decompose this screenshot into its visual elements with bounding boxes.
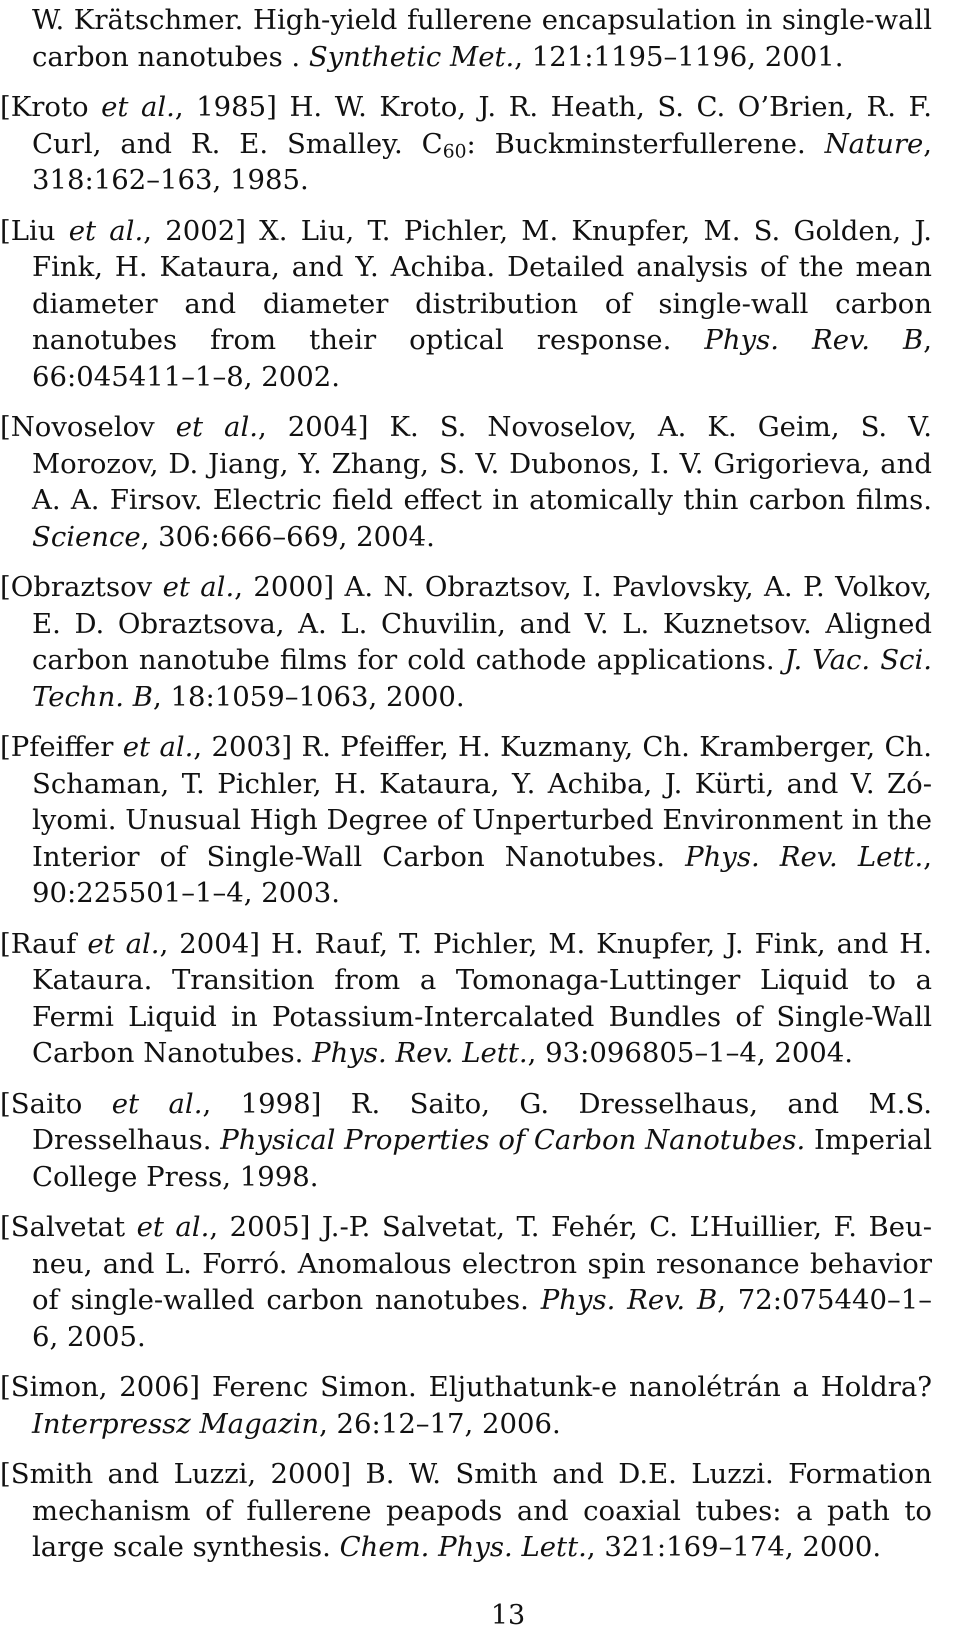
citation-key-year: , 1998] bbox=[202, 1087, 351, 1120]
reference-details: , 72:075440–1–6, 2005. bbox=[32, 1284, 932, 1353]
reference-authors: Ferenc Simon. bbox=[211, 1371, 429, 1403]
reference-details: , 93:096805–1–4, 2004. bbox=[527, 1037, 854, 1069]
citation-key-year: , 2003] bbox=[193, 731, 302, 763]
citation-key-etal: et al. bbox=[101, 91, 175, 123]
reference-journal: Phys. Rev. Lett. bbox=[685, 840, 924, 873]
citation-key: [Salvetat bbox=[0, 1211, 137, 1243]
reference-title: Anomalous electron spin resonance behavior of single-walled carbon nanotubes. bbox=[32, 1247, 932, 1316]
reference-authors: H. W. Kroto, J. R. Heath, S. C. O’Brien, R. F. Curl, and R. E. Smalley. C bbox=[32, 91, 933, 160]
citation-key-year: , 2004] bbox=[257, 411, 390, 443]
reference-entry-salvetat bbox=[0, 1209, 932, 1355]
citation-key: [Obraztsov bbox=[0, 571, 163, 603]
reference-details: , 318:162–163, 1985. bbox=[32, 127, 932, 196]
reference-entry-smith bbox=[0, 1456, 932, 1566]
reference-title: Formation mechanism of fullerene peapods and coaxial tubes: a path to large scale synthesis. bbox=[32, 1458, 932, 1563]
reference-entry-liu bbox=[0, 213, 932, 396]
reference-title: Unusual High Degree of Unperturbed Environment in the Interior of Single-Wall Carbon Nanotubes. bbox=[32, 804, 932, 873]
reference-journal: Science bbox=[32, 520, 141, 553]
reference-details: , 26:12–17, 2006. bbox=[319, 1407, 561, 1440]
reference-details: , 66:045411–1–8, 2002. bbox=[32, 324, 933, 393]
reference-authors: X. Liu, T. Pichler, M. Knupfer, M. S. Golden, J. Fink, H. Kataura, and Y. Achiba. bbox=[32, 214, 932, 283]
citation-key-year: , 1985] bbox=[174, 91, 290, 123]
citation-key: [Rauf bbox=[0, 927, 88, 960]
reference-entry-novoselov bbox=[0, 409, 932, 555]
reference-title: Detailed analysis of the mean diameter and diameter distribution of single-wall carbon nanotubes from their optical response. bbox=[32, 251, 932, 356]
reference-journal: Phys. Rev. B bbox=[540, 1284, 718, 1316]
reference-subscript: 60 bbox=[442, 141, 467, 163]
citation-key-etal: et al. bbox=[162, 571, 235, 603]
reference-details: , 306:666–669, 2004. bbox=[140, 520, 435, 553]
reference-entry-pfeiffer bbox=[0, 729, 932, 912]
citation-key: [Novoselov bbox=[0, 411, 176, 443]
page-number: 13 bbox=[490, 1600, 526, 1631]
citation-key: [Simon, 2006] bbox=[0, 1371, 212, 1403]
reference-book-title: Physical Properties of Carbon Nanotubes. bbox=[220, 1124, 806, 1156]
citation-key: [Saito bbox=[0, 1087, 112, 1120]
reference-details: Imperial College Press, 1998. bbox=[32, 1124, 932, 1193]
reference-authors: R. Saito, G. Dresselhaus, and M.S. Dresselhaus. bbox=[32, 1087, 932, 1156]
citation-key-year: , 2004] bbox=[159, 927, 271, 960]
citation-key: [Kroto bbox=[0, 91, 102, 123]
reference-title: : Buckminsterfullerene. bbox=[466, 127, 825, 160]
reference-title: Electric field effect in atomically thin carbon films. bbox=[212, 484, 933, 516]
citation-key-etal: et al. bbox=[68, 214, 144, 247]
reference-entry-obraztsov bbox=[0, 569, 932, 715]
reference-entry-simon bbox=[0, 1369, 932, 1442]
citation-key-etal: et al. bbox=[111, 1087, 203, 1120]
citation-key-etal: et al. bbox=[136, 1211, 210, 1243]
reference-details: , 121:1195–1196, 2001. bbox=[514, 40, 844, 73]
citation-key-year: , 2005] bbox=[209, 1211, 322, 1243]
reference-journal: Phys. Rev. Lett. bbox=[312, 1037, 528, 1069]
reference-authors: J.-P. Salvetat, T. Fehér, C. L’Huillier, F. Beuneu, and L. Forró. bbox=[32, 1211, 932, 1280]
reference-authors: A. N. Obraztsov, I. Pavlovsky, A. P. Volkov, E. D. Obraztsova, A. L. Chuvilin, and V. L. Kuznetsov. bbox=[32, 571, 933, 640]
citation-key-year: , 2000] bbox=[234, 571, 345, 603]
reference-authors: K. S. Novoselov, A. K. Geim, S. V. Morozov, D. Jiang, Y. Zhang, S. V. Dubonos, I. V. Grigorieva, and A. A. Firsov. bbox=[32, 411, 932, 516]
reference-entry-rauf bbox=[0, 926, 932, 1072]
reference-authors: W. Krätschmer. High-yield fullerene encapsulation in single-wall carbon nanotubes . bbox=[32, 4, 932, 73]
reference-details: , 18:1059–1063, 2000. bbox=[153, 680, 465, 713]
reference-journal: Interpressz Magazin bbox=[32, 1407, 320, 1440]
reference-entry-kratschmer bbox=[0, 2, 932, 75]
reference-entry-saito bbox=[0, 1086, 932, 1196]
reference-authors: R. Pfeiffer, H. Kuzmany, Ch. Kramberger, Ch. Schaman, T. Pichler, H. Kataura, Y. Achiba, J. Kürti, and V. Zólyomi. bbox=[32, 731, 932, 836]
reference-journal: Phys. Rev. B bbox=[704, 324, 924, 356]
reference-title: Eljuthatunk-e nanolétrán a Holdra? bbox=[428, 1371, 932, 1403]
citation-key: [Liu bbox=[0, 214, 69, 247]
citation-key: [Pfeiffer bbox=[0, 731, 123, 763]
citation-key-etal: et al. bbox=[87, 927, 160, 960]
reference-journal: Synthetic Met. bbox=[308, 40, 515, 73]
citation-key-etal: et al. bbox=[122, 731, 194, 763]
reference-title: Transition from a Tomonaga-Luttinger Liquid to a Fermi Liquid in Potassium-Intercalated Bundles of Single-Wall Carbon Nanotubes. bbox=[32, 964, 933, 1069]
reference-details: , 90:225501–1–4, 2003. bbox=[32, 840, 932, 909]
reference-list bbox=[0, 2, 932, 1580]
citation-key: [Smith and Luzzi, 2000] bbox=[0, 1458, 366, 1490]
reference-title: Aligned carbon nanotube films for cold cathode applications. bbox=[32, 607, 932, 676]
reference-authors: B. W. Smith and D.E. Luzzi. bbox=[365, 1458, 789, 1490]
reference-entry-kroto bbox=[0, 89, 932, 199]
reference-details: , 321:169–174, 2000. bbox=[586, 1531, 882, 1563]
citation-key-year: , 2002] bbox=[143, 214, 260, 247]
reference-authors: H. Rauf, T. Pichler, M. Knupfer, J. Fink, and H. Kataura. bbox=[32, 927, 932, 996]
citation-key-etal: et al. bbox=[175, 411, 258, 443]
reference-journal: Nature bbox=[824, 127, 924, 160]
reference-journal: J. Vac. Sci. Techn. B bbox=[32, 644, 932, 713]
reference-journal: Chem. Phys. Lett. bbox=[339, 1531, 587, 1563]
